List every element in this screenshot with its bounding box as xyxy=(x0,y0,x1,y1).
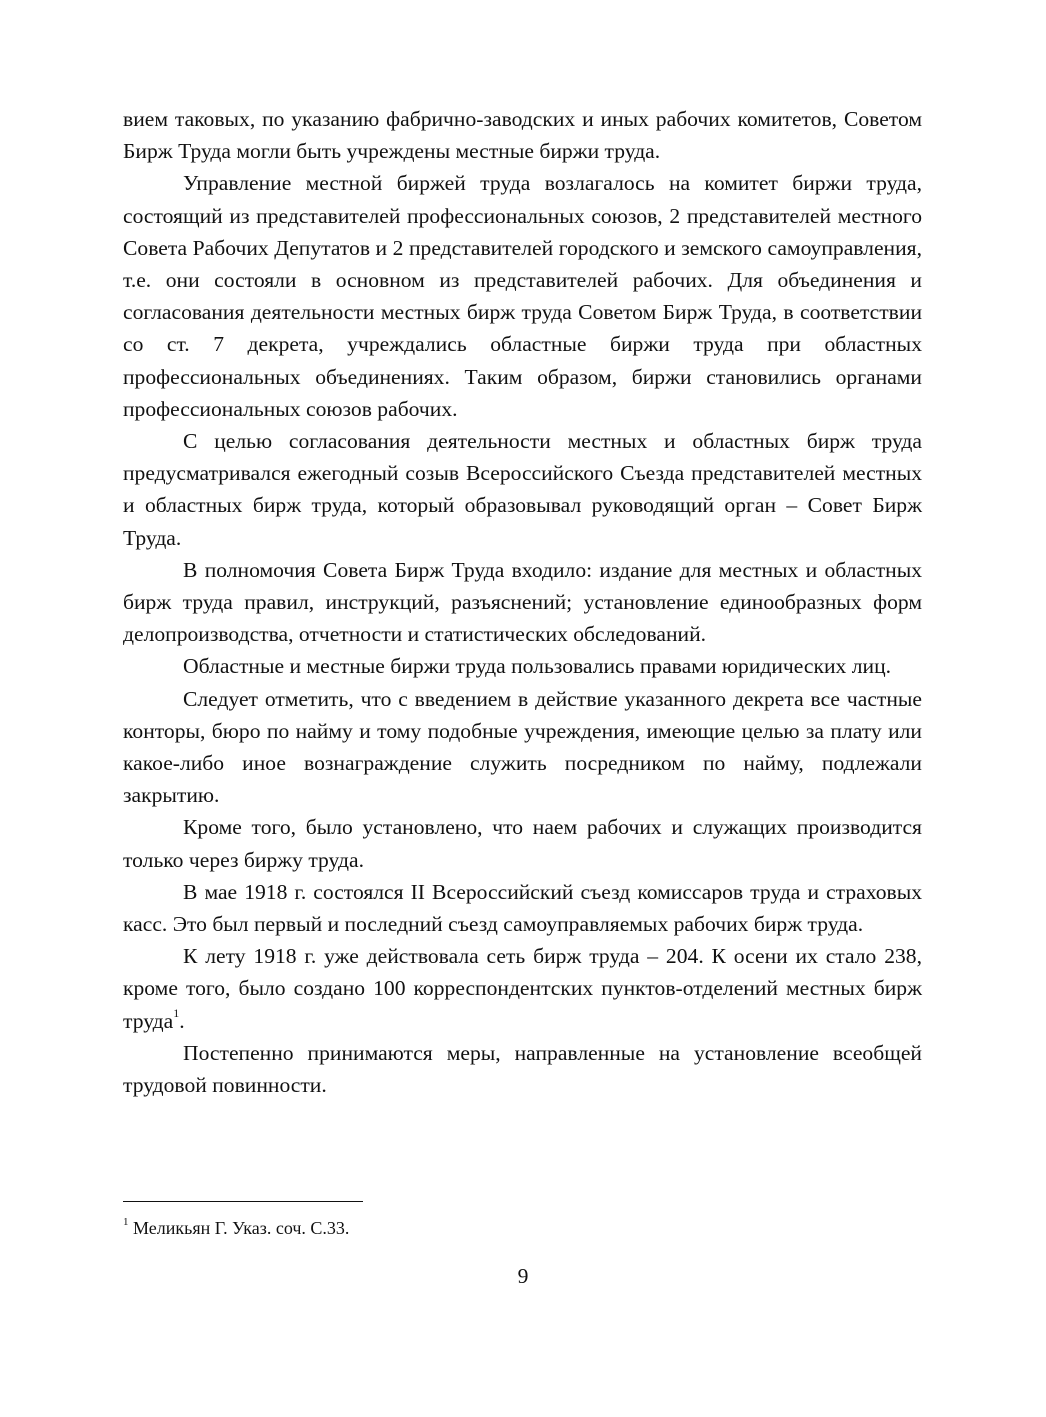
paragraph-second-congress: В мае 1918 г. состоялся II Всероссийский съезд комиссаров труда и страховых касс. Это был первый и последний съезд самоуправляемых рабочих бирж труда. xyxy=(123,879,922,937)
footnote-number: 1 xyxy=(123,1216,129,1228)
footnote-reference-trailing: . xyxy=(179,1008,185,1033)
paragraph-exchange-network xyxy=(123,940,922,1037)
page-number: 9 xyxy=(517,1264,529,1288)
paragraph-labor-duty: Постепенно принимаются меры, направленные на установление всеобщей трудовой повинности. xyxy=(123,1040,922,1098)
paragraph-legal-entities: Областные и местные биржи труда пользовались правами юридических лиц. xyxy=(183,654,892,679)
paragraph-exchange-network-text: К лету 1918 г. уже действовала сеть бирж труда – 204. К осени их стало 238, кроме того, было создано 100 корреспондентских пунктов-отделений местных бирж труда xyxy=(123,944,922,1033)
paragraph-council-powers: В полномочия Совета Бирж Труда входило: издание для местных и областных бирж труда правил, инструкций, разъяснений; установление единообразных форм делопроизводства, отчетности и статистических обследований. xyxy=(123,557,922,647)
paragraph-annual-congress: С целью согласования деятельности местных и областных бирж труда предусматривался ежегодный созыв Всероссийского Съезда представителей местных и областных бирж труда, который образовывал руководящий орган – Совет Бирж Труда. xyxy=(123,429,922,550)
paragraph-exchange-management: Управление местной биржей труда возлагалось на комитет биржи труда, состоящий из представителей профессиональных союзов, 2 представителей местного Совета Рабочих Депутатов и 2 представителей городского и земского самоуправления, т.е. они состояли в основном из представителей рабочих. Для объединения и согласования деятельности местных бирж труда Советом Бирж Труда, в соответствии со ст. 7 декрета, учреждались областные биржи труда при областных профессиональных объединениях. Таким образом, биржи становились органами профессиональных союзов рабочих. xyxy=(123,171,922,421)
body-text xyxy=(123,103,922,1101)
footnote xyxy=(123,1216,922,1240)
paragraph-hiring-rule: Кроме того, было установлено, что наем рабочих и служащих производится только через биржу труда. xyxy=(123,815,922,872)
paragraph-continuation: вием таковых, по указанию фабрично-заводских и иных рабочих комитетов, Советом Бирж Труда могли быть учреждены местные биржи труда. xyxy=(123,107,922,164)
footnote-reference[interactable]: 1 xyxy=(173,1005,180,1020)
footnote-separator xyxy=(123,1201,363,1202)
paragraph-private-offices: Следует отметить, что с введением в действие указанного декрета все частные конторы, бюро по найму и тому подобные учреждения, имеющие целью за плату или какое-либо иное вознаграждение служить посредником по найму, подлежали закрытию. xyxy=(123,686,922,808)
footnote-text: Меликьян Г. Указ. соч. С.33. xyxy=(133,1218,350,1238)
